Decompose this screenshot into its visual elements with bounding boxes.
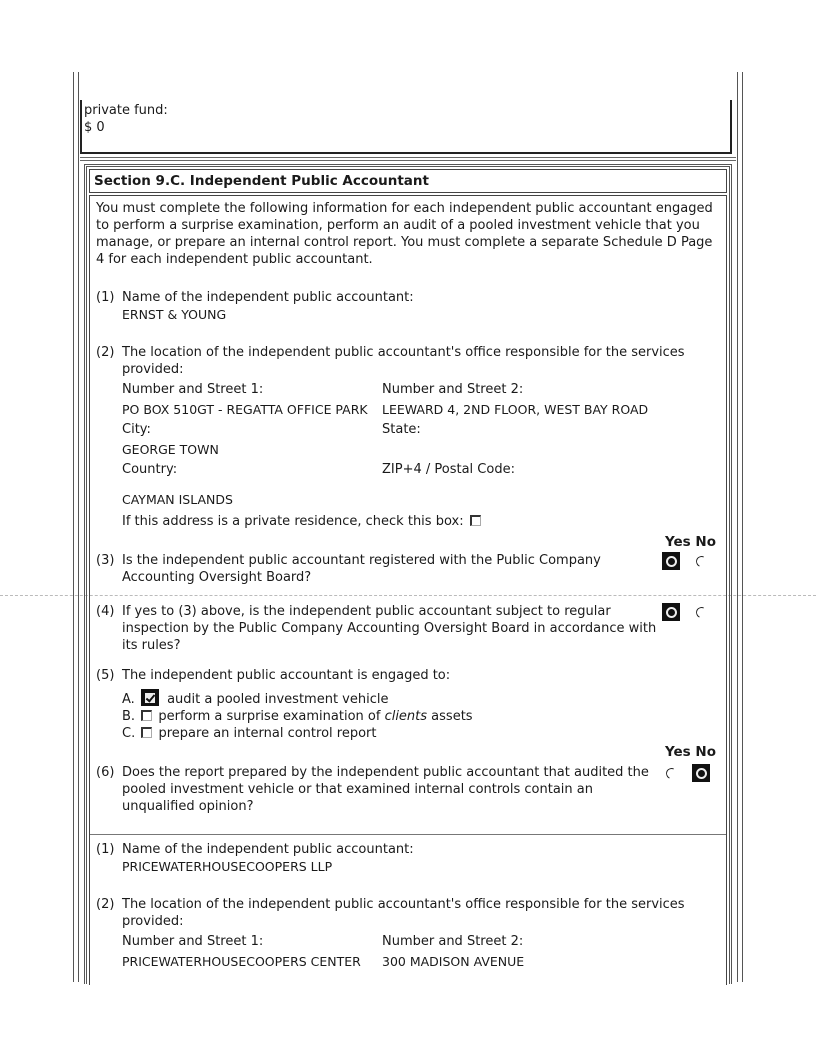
a1-q4-no-radio[interactable] [692, 603, 710, 621]
a1-q4-label: If yes to (3) above, is the independent public accountant subject to regular inspection by the Public Company Accounting Oversight Board in accordance with its rules? [122, 604, 657, 653]
option-letter: B. [122, 709, 136, 724]
page-frame-right-rule [737, 72, 743, 982]
a1-accountant-name: ERNST & YOUNG [122, 307, 227, 322]
residence-row [96, 513, 720, 530]
section-body [89, 195, 727, 985]
street1-value: PRICEWATERHOUSECOOPERS CENTER [122, 954, 361, 969]
street2-value: LEEWARD 4, 2ND FLOOR, WEST BAY ROAD [382, 402, 649, 417]
street2-label: Number and Street 2: [382, 934, 524, 949]
a2-q1-label: Name of the independent public accountant: [122, 842, 414, 857]
option-b-label-emphasis: clients [384, 709, 428, 724]
q-number: (1) [96, 290, 115, 305]
yes-header: Yes [664, 744, 691, 760]
zip-label: ZIP+4 / Postal Code: [382, 462, 515, 477]
q-number: (1) [96, 842, 115, 857]
a1-q5-label: The independent public accountant is engaged to: [122, 668, 451, 683]
residence-label: If this address is a private residence, check this box: [122, 514, 464, 529]
q-number: (3) [96, 553, 115, 568]
a1-q3 [96, 534, 720, 586]
option-b-label: perform a surprise examination of [158, 709, 385, 724]
city-value: GEORGE TOWN [122, 442, 219, 457]
a1-q4-yes-radio[interactable] [662, 603, 680, 621]
a1-q1-label: Name of the independent public accountant: [122, 290, 414, 305]
street1-label: Number and Street 1: [122, 382, 264, 397]
a1-q3-label: Is the independent public accountant registered with the Public Company Accounting Oversight Board? [122, 553, 601, 585]
a1-q3-radio-group [662, 552, 714, 570]
no-header: No [695, 744, 716, 760]
a1-q4 [96, 603, 720, 667]
a1-q6-label: Does the report prepared by the independent public accountant that audited the pooled investment vehicle or that examined internal controls contain an unqualified opinion? [122, 765, 649, 814]
option-letter: C. [122, 726, 136, 741]
section-intro: You must complete the following information for each independent public accountant engaged to perform a surprise examination, perform an audit of a pooled investment vehicle that you manage, or prepare an internal control report. You must complete a separate Schedule D Page 4 for each independent public accountant. [96, 201, 713, 267]
q-number: (2) [96, 345, 115, 360]
q-number: (2) [96, 897, 115, 912]
street1-label: Number and Street 1: [122, 934, 264, 949]
a1-q2 [96, 344, 720, 530]
a1-q6 [96, 744, 720, 822]
previous-item-box [80, 100, 732, 154]
yes-no-header [665, 534, 716, 551]
engaged-option-a [96, 689, 720, 708]
no-header: No [695, 534, 716, 550]
zip-value [382, 482, 652, 508]
a1-q2-label: The location of the independent public accountant's office responsible for the services provided: [122, 345, 685, 377]
a2-address-grid [96, 934, 720, 970]
option-b-checkbox[interactable] [141, 710, 152, 721]
a2-q2-label: The location of the independent public accountant's office responsible for the services provided: [122, 897, 685, 929]
private-fund-value: $ 0 [84, 120, 105, 135]
street2-label: Number and Street 2: [382, 382, 524, 397]
city-label: City: [122, 422, 151, 437]
page-frame-left-rule [73, 72, 79, 982]
section-title: Section 9.C. Independent Public Accountant [89, 169, 727, 193]
accountant-divider [90, 834, 726, 835]
a1-q6-yes-radio[interactable] [662, 764, 680, 782]
a1-q5 [96, 667, 720, 742]
q-number: (5) [96, 668, 115, 683]
option-c-label: prepare an internal control report [158, 726, 377, 741]
option-a-label: audit a pooled investment vehicle [167, 692, 389, 707]
q-number: (6) [96, 765, 115, 780]
a1-q6-no-radio[interactable] [692, 764, 710, 782]
engaged-option-b [96, 708, 720, 725]
street1-value: PO BOX 510GT - REGATTA OFFICE PARK [122, 402, 368, 417]
option-a-checkbox[interactable] [141, 689, 159, 706]
a1-q1 [96, 289, 720, 323]
a1-address-grid [96, 382, 720, 508]
state-value [382, 442, 652, 458]
section-separator [80, 157, 736, 161]
private-fund-label: private fund: [84, 103, 168, 118]
a2-q1 [96, 841, 720, 875]
residence-checkbox[interactable] [470, 515, 481, 526]
a1-q4-radio-group [662, 603, 714, 621]
a2-q2 [96, 896, 720, 970]
state-label: State: [382, 422, 421, 437]
a1-q6-radio-group [662, 764, 714, 782]
yes-header: Yes [664, 534, 691, 550]
street2-value: 300 MADISON AVENUE [382, 954, 525, 969]
country-value: CAYMAN ISLANDS [122, 492, 233, 507]
yes-no-header [665, 744, 716, 761]
q-number: (4) [96, 604, 115, 619]
section-9c [84, 164, 732, 984]
a2-accountant-name: PRICEWATERHOUSECOOPERS LLP [122, 859, 333, 874]
a1-q3-yes-radio[interactable] [662, 552, 680, 570]
option-b-label-suffix: assets [427, 709, 473, 724]
country-label: Country: [122, 462, 178, 477]
option-letter: A. [122, 692, 135, 707]
option-c-checkbox[interactable] [141, 727, 152, 738]
a1-q3-no-radio[interactable] [692, 552, 710, 570]
engaged-option-c [96, 725, 720, 742]
